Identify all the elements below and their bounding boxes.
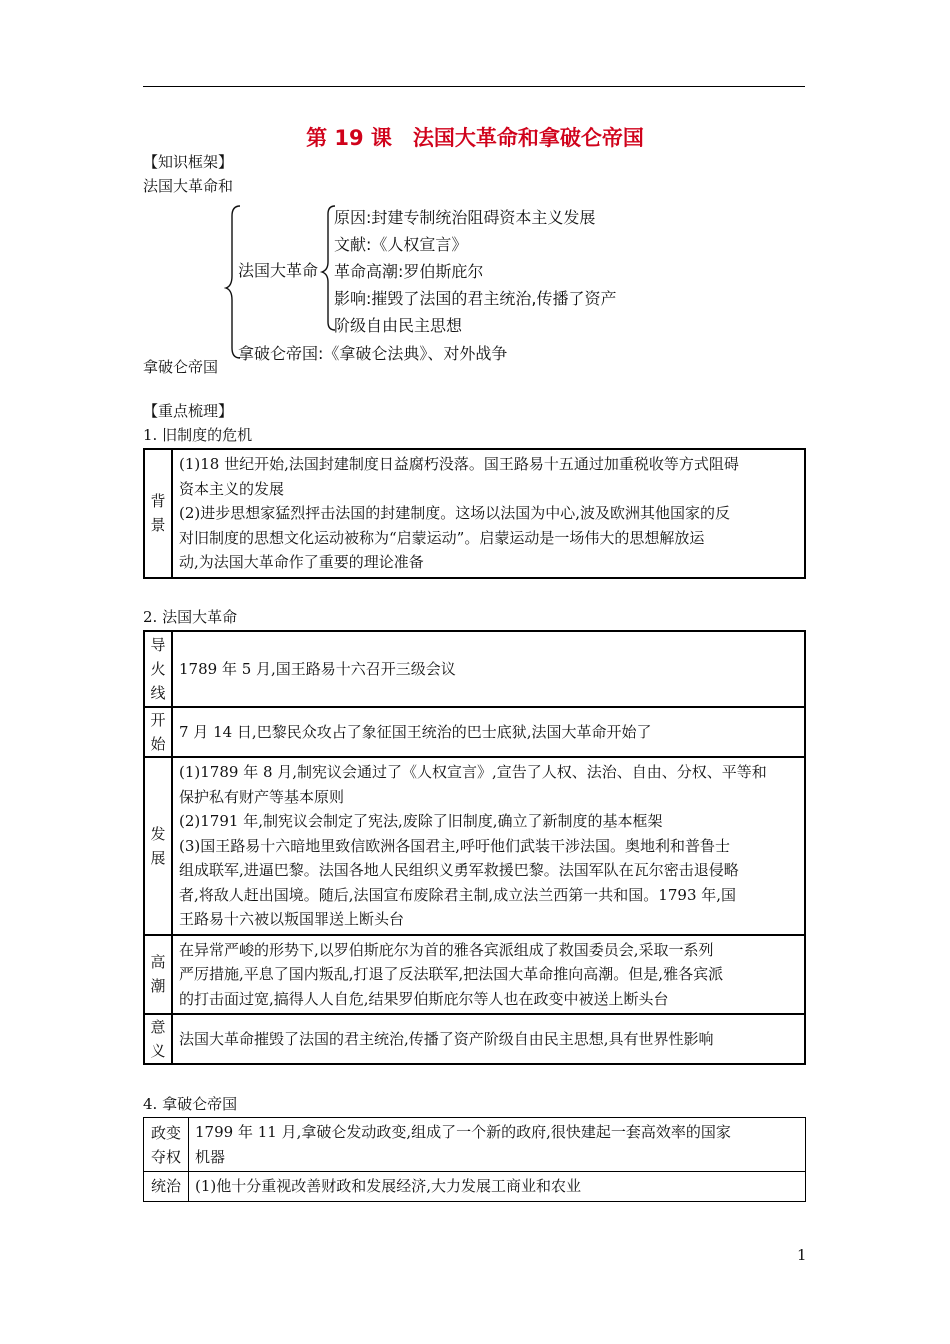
row-content: 1789 年 5 月,国王路易十六召开三级会议 [172, 631, 805, 707]
row-content: (1)18 世纪开始,法国封建制度日益腐朽没落。国王路易十五通过加重税收等方式阻碍 资本主义的发展 (2)进步思想家猛烈抨击法国的封建制度。这场以法国为中心,波及欧洲其他国家的反 对旧制度的思想文化运动被称为“启蒙运动”。启蒙运动是一场伟大的思想解放运 动,为法国大革命作了重要的理论准备 [172, 449, 805, 578]
section-2-table [143, 630, 806, 1065]
framework-item-document: 文献:《人权宣言》 [334, 235, 468, 254]
row-label: 高潮 [144, 935, 172, 1015]
row-label: 政变夺权 [144, 1118, 189, 1172]
table-row [144, 1172, 806, 1202]
framework-item-impact-cont: 阶级自由民主思想 [334, 316, 463, 335]
row-label: 开始 [144, 707, 172, 757]
section-1-table [143, 448, 806, 579]
key-points-heading: 【重点梳理】 [143, 402, 234, 420]
framework-branch-revolution: 法国大革命 [238, 261, 319, 280]
table-row [144, 1118, 806, 1172]
row-content: 在异常严峻的形势下,以罗伯斯庇尔为首的雅各宾派组成了救国委员会,采取一系列 严厉措施,平息了国内叛乱,打退了反法联军,把法国大革命推向高潮。但是,雅各宾派 的打击面过宽,搞得人人自危,结果罗伯斯庇尔等人也在政变中被送上断头台 [172, 935, 805, 1015]
table-row [144, 935, 805, 1015]
row-content: 7 月 14 日,巴黎民众攻占了象征国王统治的巴士底狱,法国大革命开始了 [172, 707, 805, 757]
row-content: 1799 年 11 月,拿破仑发动政变,组成了一个新的政府,很快建起一套高效率的国家 机器 [189, 1118, 806, 1172]
table-row [144, 449, 805, 578]
table-row [144, 707, 805, 757]
section-2-title: 2. 法国大革命 [143, 608, 238, 626]
page-number: 1 [797, 1246, 807, 1264]
section-4-table [143, 1117, 806, 1202]
row-label: 背景 [144, 449, 172, 578]
row-label: 导火线 [144, 631, 172, 707]
framework-root-label-2: 拿破仑帝国 [143, 358, 219, 376]
header-rule [143, 86, 805, 87]
table-row [144, 757, 805, 935]
framework-heading: 【知识框架】 [143, 153, 234, 171]
framework-item-cause: 原因:封建专制统治阻碍资本主义发展 [334, 208, 596, 227]
page-title: 第 19 课 法国大革命和拿破仑帝国 [306, 126, 644, 150]
framework-root-label: 法国大革命和 [143, 177, 234, 195]
framework-branch-empire: 拿破仑帝国:《拿破仑法典》、对外战争 [238, 344, 508, 363]
row-label: 意义 [144, 1014, 172, 1064]
row-label: 发展 [144, 757, 172, 935]
framework-item-climax: 革命高潮:罗伯斯庇尔 [334, 262, 484, 281]
section-4-title: 4. 拿破仑帝国 [143, 1095, 238, 1113]
row-content: (1)1789 年 8 月,制宪议会通过了《人权宣言》,宣告了人权、法治、自由、分权、平等和 保护私有财产等基本原则 (2)1791 年,制宪议会制定了宪法,废除了旧制度,确立了新制度的基本框架 (3)国王路易十六暗地里致信欧洲各国君主,呼吁他们武装干涉法国。奥地利和普鲁士 组成联军,进逼巴黎。法国各地人民组织义勇军救援巴黎。法国军队在瓦尔密击退侵略 者,将敌人赶出国境。随后,法国宣布废除君主制,成立法兰西第一共和国。1793 年,国 王路易十六被以叛国罪送上断头台 [172, 757, 805, 935]
table-row [144, 631, 805, 707]
section-1-title: 1. 旧制度的危机 [143, 426, 253, 444]
row-content: 法国大革命摧毁了法国的君主统治,传播了资产阶级自由民主思想,具有世界性影响 [172, 1014, 805, 1064]
row-content: (1)他十分重视改善财政和发展经济,大力发展工商业和农业 [189, 1172, 806, 1202]
framework-item-impact: 影响:摧毁了法国的君主统治,传播了资产 [334, 289, 617, 308]
table-row [144, 1014, 805, 1064]
row-label: 统治 [144, 1172, 189, 1202]
